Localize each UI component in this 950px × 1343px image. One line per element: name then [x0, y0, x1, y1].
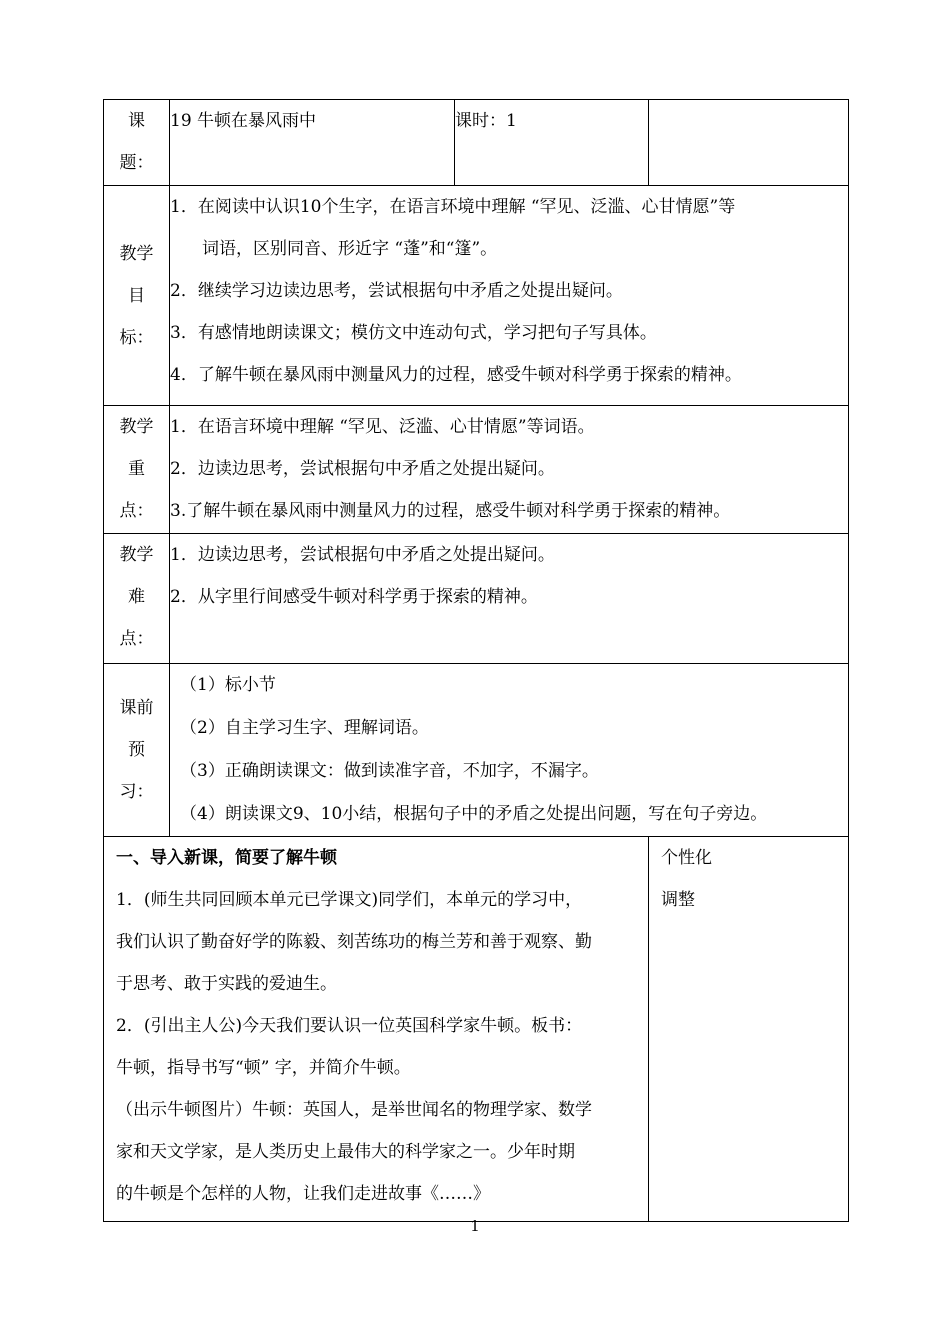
preview-line: （3）正确朗读课文：做到读准字音，不加字，不漏字。 — [180, 761, 599, 781]
process-line: 我们认识了勤奋好学的陈毅、刻苦练功的梅兰芳和善于观察、勤 — [116, 932, 592, 952]
preview-line: （4）朗读课文9、10小结，根据句子中的矛盾之处提出问题，写在句子旁边。 — [180, 804, 768, 824]
process-line: 家和天文学家，是人类历史上最伟大的科学家之一。少年时期 — [116, 1142, 575, 1162]
difficulties-row — [104, 534, 849, 664]
preview-row — [104, 664, 849, 837]
process-line: 2．(引出主人公)今天我们要认识一位英国科学家牛顿。板书： — [116, 1016, 583, 1036]
process-line: 的牛顿是个怎样的人物，让我们走进故事《……》 — [116, 1184, 490, 1204]
difficulties-content — [170, 534, 849, 664]
lesson-hours: 课时：1 — [455, 100, 649, 186]
process-line: 牛顿，指导书写“顿” 字，并简介牛顿。 — [116, 1058, 411, 1078]
blank-cell — [649, 100, 849, 186]
key-points-label: 教学 重 点： — [104, 406, 170, 534]
process-heading: 一、导入新课，简要了解牛顿 — [116, 848, 337, 868]
goal-line: 1．在阅读中认识10个生字，在语言环境中理解 “罕见、泛滥、心甘情愿”等 — [170, 197, 736, 217]
goal-line: 2．继续学习边读边思考，尝试根据句中矛盾之处提出疑问。 — [170, 281, 623, 301]
topic-row — [104, 100, 849, 186]
preview-line: （2）自主学习生字、理解词语。 — [180, 718, 429, 738]
topic-label: 课 题： — [104, 100, 170, 186]
key-point-line: 2．边读边思考，尝试根据句中矛盾之处提出疑问。 — [170, 459, 555, 479]
preview-content — [170, 664, 849, 837]
topic-title: 19 牛顿在暴风雨中 — [170, 100, 455, 186]
goal-line: 4．了解牛顿在暴风雨中测量风力的过程，感受牛顿对科学勇于探索的精神。 — [170, 365, 742, 385]
goal-line: 词语，区别同音、形近字 “蓬”和“篷”。 — [202, 239, 498, 259]
difficulties-label: 教学 难 点： — [104, 534, 170, 664]
preview-line: （1）标小节 — [180, 675, 276, 695]
side-note: 个性化 调整 — [649, 837, 849, 1222]
lesson-plan-table — [103, 99, 849, 1222]
goals-label: 教学 目 标： — [104, 186, 170, 406]
process-line: （出示牛顿图片）牛顿：英国人，是举世闻名的物理学家、数学 — [116, 1100, 592, 1120]
process-content — [104, 837, 649, 1222]
difficulty-line: 1．边读边思考，尝试根据句中矛盾之处提出疑问。 — [170, 545, 555, 565]
difficulty-line: 2．从字里行间感受牛顿对科学勇于探索的精神。 — [170, 587, 538, 607]
key-points-row — [104, 406, 849, 534]
key-points-content — [170, 406, 849, 534]
page-number: 1 — [470, 1217, 480, 1235]
process-line: 1．(师生共同回顾本单元已学课文)同学们，本单元的学习中， — [116, 890, 583, 910]
goals-row — [104, 186, 849, 406]
process-row — [104, 837, 849, 1222]
key-point-line: 1．在语言环境中理解 “罕见、泛滥、心甘情愿”等词语。 — [170, 417, 595, 437]
preview-label: 课前 预 习： — [104, 664, 170, 837]
key-point-line: 3.了解牛顿在暴风雨中测量风力的过程，感受牛顿对科学勇于探索的精神。 — [170, 501, 731, 521]
process-line: 于思考、敢于实践的爱迪生。 — [116, 974, 337, 994]
goals-content — [170, 186, 849, 406]
goal-line: 3．有感情地朗读课文；模仿文中连动句式，学习把句子写具体。 — [170, 323, 657, 343]
